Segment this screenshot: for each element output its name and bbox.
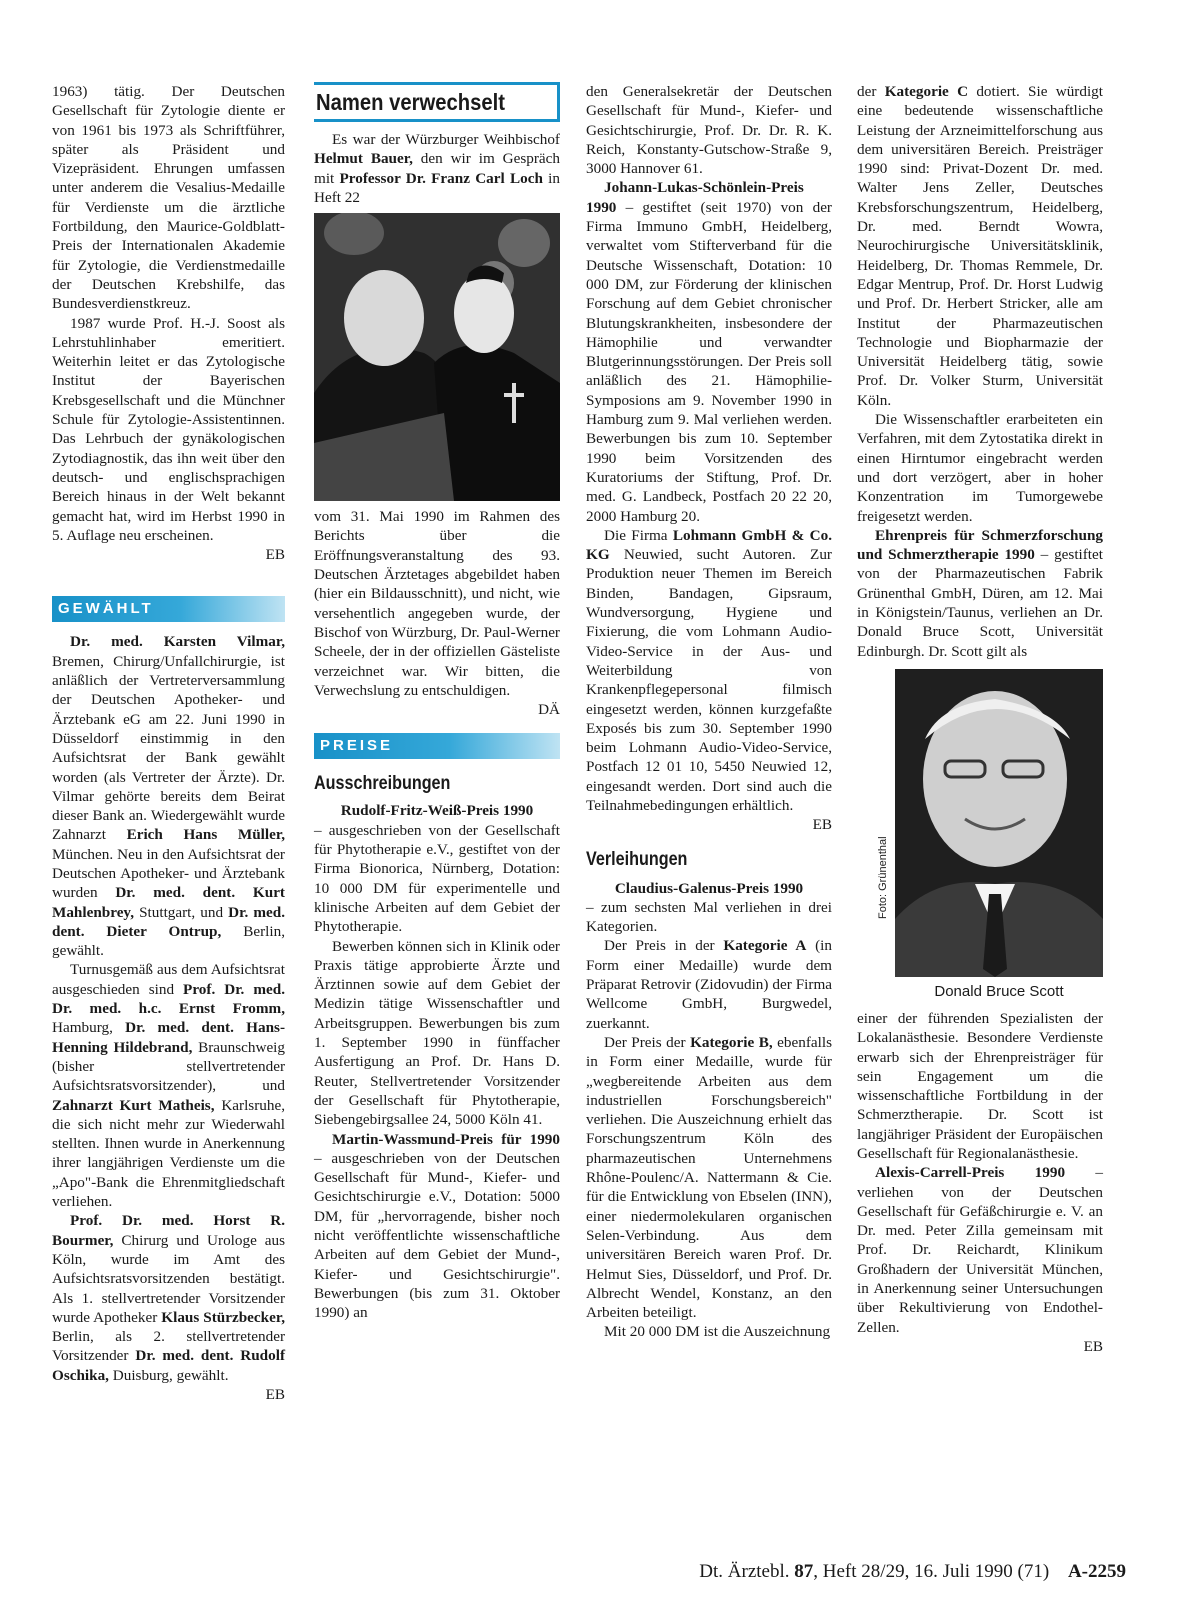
paragraph: – zum sechsten Mal verliehen in drei Kategorien.	[586, 898, 832, 936]
photo-scott	[895, 669, 1103, 977]
photo-credit: Foto: Grünenthal	[877, 836, 889, 919]
paragraph: Alexis-Carrell-Preis 1990 – verliehen von der Deutschen Gesellschaft für Gefäßchirurgie e. V. an Dr. med. Peter Zilla gemeinsam mit Prof. Dr. Reichardt, Klinikum Großhadern der Universität München, in Anerkennung seiner Untersuchungen über Rekultivierung von Endothel-Zellen. EB	[857, 1164, 1103, 1355]
column-2	[314, 82, 560, 1322]
photo-caption: Donald Bruce Scott	[934, 982, 1064, 1000]
signature: EB	[265, 1386, 285, 1403]
paragraph: Die Firma Lohmann GmbH & Co. KG Neuwied, sucht Autoren. Zur Produktion neuer Themen im Bereich Binden, Bandagen, Gipsraum, Wundversorgung, Hygiene und Fixierung, die vom Lohmann Audio-Video-Service in der Aus- und Weiterbildung von Krankenpflegepersonal filmisch eingesetzt werden, können kurzgefaßte Exposés bis zum 30. September 1990 beim Lohmann Audio-Video-Service, Postfach 12 01 10, 5450 Neuwied 12, eingesandt werden. Dort sind auch die Teilnahmebedingungen erhältlich. EB	[586, 526, 832, 834]
paragraph: – ausgeschrieben von der Gesellschaft für Phytotherapie e.V., gestiftet von der Firma Bionorica, Nürnberg, Dotation: 10 000 DM für experimentelle und klinische Arbeiten auf dem Gebiet der Phytotherapie.	[314, 821, 560, 936]
paragraph: Ehrenpreis für Schmerzforschung und Schmerztherapie 1990 – gestiftet von der Pharmazeutischen Fabrik Grünenthal GmbH, Düren, am 12. Mai in Königstein/Taunus, verliehen an Dr. Donald Bruce Scott, Universität Edinburgh. Dr. Scott gilt als	[857, 526, 1103, 660]
paragraph: Der Preis in der Kategorie A (in Form einer Medaille) wurde dem Präparat Retrovir (Zidovudin) der Firma Wellcome GmbH, Burgwedel, zuerkannt.	[586, 937, 832, 1032]
paragraph: Johann-Lukas-Schönlein-Preis 1990 – gestiftet (seit 1970) von der Firma Immuno GmbH, Heidelberg, verwaltet vom Stifterverband für die Deutsche Wissenschaft, Dotation: 10 000 DM, zur Förderung der klinischen Forschung auf dem Gebiet chronischer Blutungskrankheiten, insbesondere der Hämophilie und verwandter Blutgerinnungsstörungen. Der Preis soll anläßlich des 21. Hämophilie-Symposions am 9. November 1990 in Hamburg zum 9. Mal verliehen werden. Bewerbungen bis zum 10. September 1990 beim Vorsitzenden des Kuratoriums der Stiftung, Prof. Dr. med. G. Landbeck, Postfach 20 22 20, 2000 Hamburg 20.	[586, 179, 832, 525]
subheading-verleihungen: Verleihungen	[586, 848, 688, 870]
paragraph: Es war der Würzburger Weihbischof Helmut Bauer, den wir im Gespräch mit Professor Dr. Franz Carl Loch in Heft 22	[314, 131, 560, 206]
paragraph: Prof. Dr. med. Horst R. Bourmer, Chirurg und Urologe aus Köln, wurde im Amt des Aufsichtsratsvorsitzenden bestätigt. Als 1. stellvertretender Vorsitzender wurde Apotheker Klaus Stürzbecker, Berlin, als 2. stellvertretender Vorsitzender Dr. med. dent. Rudolf Oschika, Duisburg, gewählt. EB	[52, 1212, 286, 1403]
column-3	[586, 82, 832, 1342]
paragraph: 1963) tätig. Der Deutschen Gesellschaft für Zytologie diente er von 1961 bis 1973 als Schriftführer, später als Präsident und Vizepräsident. Ehrungen umfassen unter anderem die Vesalius-Medaille für Verdienste um die ärztliche Fortbildung, den Maurice-Goldblatt-Preis der Internationalen Akademie für Zytologie, die Verdienstmedaille der Deutschen Krebshilfe, das Bundesverdienstkreuz.	[52, 83, 285, 313]
paragraph: Dr. med. Karsten Vilmar, Bremen, Chirurg/Unfallchirurgie, ist anläßlich der Vertreterversammlung der Deutschen Apotheker- und Ärztebank eG am 22. Juni 1990 in Düsseldorf einstimmig in den Aufsichtsrat der Bank gewählt worden (als Vertreter der Ärzte). Dr. Vilmar gehörte bereits dem Beirat dieser Bank an. Wiedergewählt wurde Zahnarzt Erich Hans Müller, München. Neu in den Aufsichtsrat der Deutschen Apotheker- und Ärztebank wurden Dr. med. dent. Kurt Mahlenbrey, Stuttgart, und Dr. med. dent. Dieter Ontrup, Berlin, gewählt.	[52, 633, 286, 960]
signature: EB	[265, 546, 285, 564]
photo-image	[314, 213, 560, 501]
prize-title: Rudolf-Fritz-Weiß-Preis 1990	[340, 802, 534, 820]
headline: Namen verwechselt	[316, 89, 506, 115]
paragraph: Mit 20 000 DM ist die Auszeichnung	[604, 1323, 831, 1341]
paragraph: der Kategorie C dotiert. Sie würdigt eine bedeutende wissenschaftliche Leistung der Arzneimittelforschung aus dem universitären Bereich. Preisträger 1990 sind: Privat-Dozent Dr. med. Walter Jens Zeller, Deutsches Krebsforschungszentrum, Heidelberg, Dr. med. Berndt Wowra, Neurochirurgische Universitätsklinik, Heidelberg, Dr. Thomas Remmele, Dr. Edgar Mentrup, Prof. Dr. Horst Ludwig und Prof. Dr. Herbert Stricker, alle am Institut der Pharmazeutischen Technologie und Biopharmazie der Universität Heidelberg tätig, sowie Prof. Dr. Volker Sturm, Universität Köln.	[857, 83, 1103, 409]
paragraph: den Generalsekretär der Deutschen Gesellschaft für Mund-, Kiefer- und Gesichtschirurgie, Prof. Dr. Dr. R. K. Reich, Konstanty-Gutschow-Straße 9, 3000 Hannover 61.	[586, 83, 832, 178]
paragraph: Bewerben können sich in Klinik oder Praxis tätige approbierte Ärzte und Ärztinnen sowie auf dem Gebiet der Medizin tätige Wissenschaftler und Arbeitsgruppen. Bewerbungen bis zum 1. September 1990 in fünffacher Ausfertigung an Prof. Dr. Hans D. Reuter, Stellvertretender Vorsitzender der Gesellschaft für Phytotherapie, Siebengebirgsallee 24, 5000 Köln 41.	[314, 937, 560, 1129]
paragraph: Turnusgemäß aus dem Aufsichtsrat ausgeschieden sind Prof. Dr. med. Dr. med. h.c. Ernst Fromm, Hamburg, Dr. med. dent. Hans-Henning Hildebrand, Braunschweig (bisher stellvertretender Aufsichtsratsvorsitzender), und Zahnarzt Kurt Matheis, Karlsruhe, die sich nicht mehr zur Wiederwahl stellten. Ihnen wurde in Anerkennung ihrer langjährigen Verdienste um die „Apo"-Bank die Ehrenmitgliedschaft verliehen.	[52, 961, 286, 1211]
photo-bishop	[314, 213, 560, 501]
journal-name: Dt. Ärztebl.	[699, 1561, 795, 1582]
signature: EB	[1083, 1337, 1103, 1355]
page-footer	[699, 1561, 1126, 1583]
paragraph: Die Wissenschaftler erarbeiteten ein Verfahren, mit dem Zytostatika direkt in einen Hirntumor eingebracht werden und dort verzögert, aber in hoher Konzentration im Tumorgewebe freigesetzt werden.	[857, 411, 1103, 525]
page-number: A-2259	[1067, 1561, 1126, 1582]
paragraph: einer der führenden Spezialisten der Lokalanästhesie. Besondere Verdienste erwarb sich der Ehrenpreisträger für sein Engagement um die wissenschaftliche Fortbildung in der Schmerztherapie. Dr. Scott ist langjähriger Präsident der Europäischen Gesellschaft für Regionalanästhesie.	[857, 1009, 1103, 1162]
paragraph: vom 31. Mai 1990 im Rahmen des Berichts über die Eröffnungsveranstaltung des 93. Deutschen Ärztetages abgebildet haben (hier ein Bildausschnitt), und nicht, wie versehentlich angegeben wurde, der Bischof von Würzburg, Dr. Paul-Werner Scheele, der in der offiziellen Gästeliste verzeichnet war. Wir bitten, die Verwechslung zu entschuldigen. DÄ	[314, 508, 560, 719]
photo-image	[895, 669, 1103, 977]
issue-info: , Heft 28/29, 16. Juli 1990 (71)	[813, 1561, 1050, 1582]
column-1	[52, 82, 285, 1404]
volume: 87	[794, 1561, 814, 1582]
section-header-preise: PREISE	[314, 733, 560, 759]
photo-scott-block	[857, 669, 1103, 1009]
paragraph: Der Preis der Kategorie B, ebenfalls in Form einer Medaille, wurde für „wegbereitende Arbeiten aus dem industriellen Forschungsbereich" verliehen. Die Auszeichnung erhielt das Forschungszentrum Köln des pharmazeutischen Unternehmens Rhône-Poulenc/A. Nattermann & Cie. für die Entwicklung von Ebselen (INN), einer niedermolekularen organischen Selen-Verbindung. Aus dem universitären Bereich waren Prof. Dr. Helmut Sies, Düsseldorf, und Prof. Dr. Albrecht Wendel, Konstanz, an den Arbeiten beteiligt.	[586, 1033, 832, 1322]
subheading-ausschreibungen: Ausschreibungen	[314, 773, 451, 795]
column-4	[857, 82, 1103, 1356]
signature: DÄ	[538, 701, 560, 719]
paragraph: 1987 wurde Prof. H.-J. Soost als Lehrstuhlinhaber emeritiert. Weiterhin leitet er das Zytologische Institut der Bayerischen Krebsgesellschaft und die Münchner Schule für Zytologie-Assistentinnen. Das Lehrbuch der gynäkologischen Zytodiagnostik, das ihn weit über den deutsch- und englischsprachigen Bereich hinaus in der Welt bekannt gemacht hat, wird im Herbst 1990 in 5. Auflage neu erscheinen. EB	[52, 314, 285, 564]
signature: EB	[812, 816, 832, 834]
prize-title: Claudius-Galenus-Preis 1990	[614, 879, 804, 897]
paragraph: Martin-Wassmund-Preis für 1990 – ausgeschrieben von der Deutschen Gesellschaft für Mund-, Kiefer- und Gesichtschirurgie e.V., Dotation: 5000 DM, für „hervorragende, bisher noch nicht veröffentlichte wissenschaftliche Arbeiten auf dem Gebiet der Mund-, Kiefer- und Gesichtschirurgie". Bewerbungen (bis zum 31. Oktober 1990) an	[314, 1130, 560, 1322]
section-header-gewaehlt: GEWÄHLT	[52, 596, 285, 622]
